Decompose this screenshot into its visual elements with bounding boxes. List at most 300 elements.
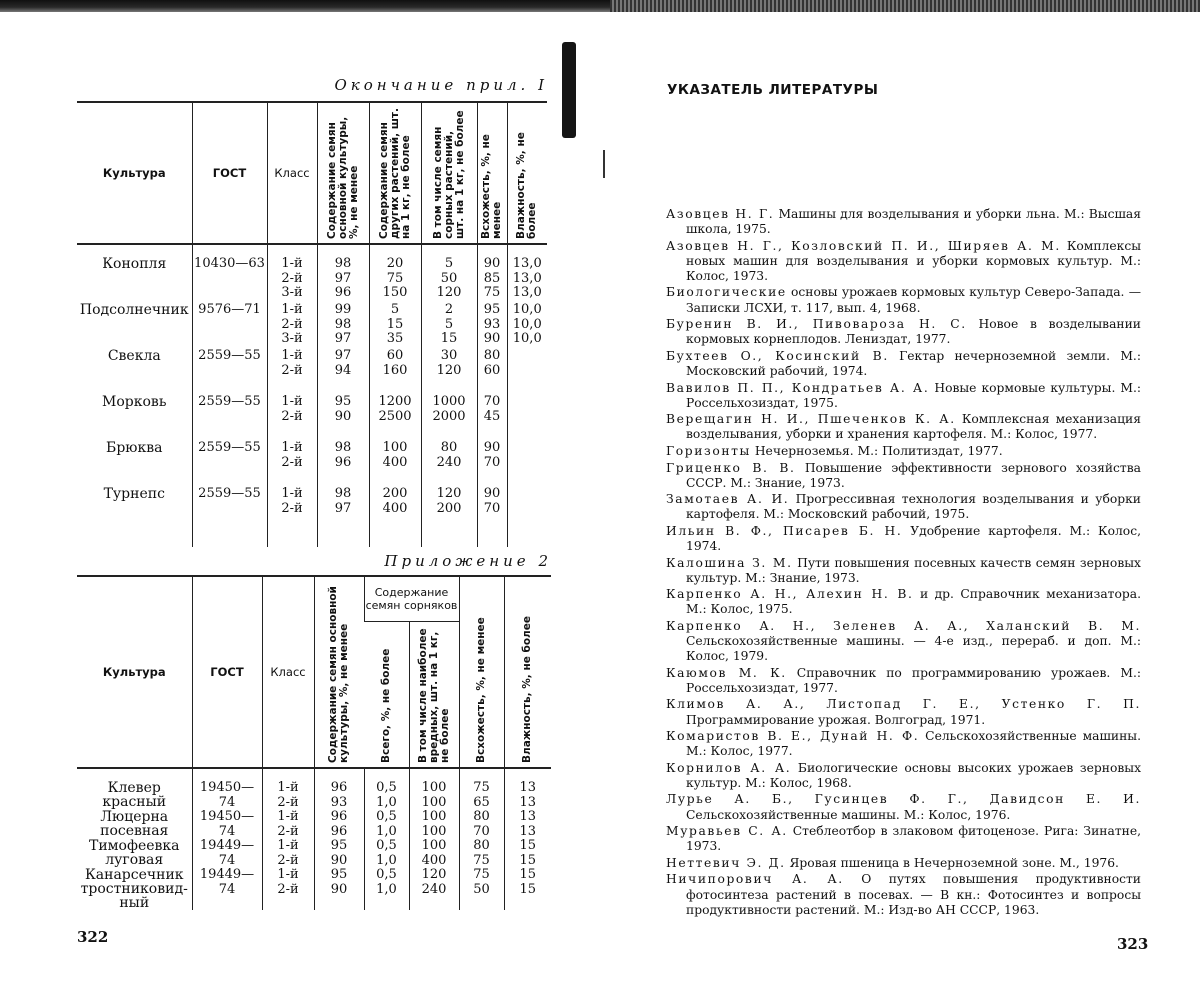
cell-line: 93 <box>478 318 507 333</box>
reference-entry <box>666 666 1141 696</box>
cell-culture <box>77 839 192 868</box>
cell-cls <box>267 395 317 441</box>
table-row <box>77 395 547 441</box>
reference-text: Удобрение картофеля. М.: Колос, 1974. <box>686 524 1141 553</box>
table-row <box>77 303 547 349</box>
reference-entry <box>666 492 1141 522</box>
culture-name: Подсолнечник <box>77 303 192 318</box>
reference-text: Стеблеотбор в злаковом фитоценозе. Рига: Зинатне, 1973. <box>686 824 1141 853</box>
reference-entry <box>666 412 1141 442</box>
col-other-seeds: Содержание семян других растений, шт. на 1 кг, не более <box>378 103 413 243</box>
bibliography-title: УКАЗАТЕЛЬ ЛИТЕРАТУРЫ <box>667 82 878 98</box>
reference-entry <box>666 317 1141 347</box>
cell-germ <box>459 768 504 810</box>
cell-cls <box>267 349 317 395</box>
cell-total <box>364 768 409 810</box>
cell-total <box>364 810 409 839</box>
reference-text: Сельскохозяйственные машины. М.: Колос, 1977. <box>686 729 1141 758</box>
cell-weeds <box>421 441 477 487</box>
reference-author: Корнилов А. А. <box>666 761 791 775</box>
cell-line: 2-й <box>268 272 317 287</box>
cell-line: 1-й <box>268 395 317 410</box>
cell-weeds <box>421 244 477 303</box>
cell-line: 240 <box>422 456 477 471</box>
cell-line: 96 <box>318 456 369 471</box>
cell-moist <box>504 810 551 839</box>
reference-entry <box>666 556 1141 586</box>
table-seed-standards <box>77 101 547 547</box>
cell-harmful <box>409 768 459 810</box>
col-germination: Всхожесть, %, не менее <box>480 103 504 243</box>
cell-culture <box>77 810 192 839</box>
reference-entry <box>666 444 1141 459</box>
cell-line: посевная <box>77 824 192 838</box>
reference-author: Ильин В. Ф., Писарев Б. Н. <box>666 524 902 538</box>
gost-code: 19449—74 <box>193 839 262 868</box>
cell-line <box>508 395 548 410</box>
cell-culture <box>77 868 192 910</box>
cell-line: 97 <box>318 349 369 364</box>
cell-moist <box>504 768 551 810</box>
cell-line: ный <box>77 896 192 910</box>
cell-line: 96 <box>315 781 364 796</box>
reference-entry <box>666 239 1141 284</box>
cell-moist <box>507 349 547 395</box>
col2-main-seed: Содержание семян основной культуры, %, не менее <box>327 579 351 767</box>
cell-moist <box>507 487 547 547</box>
cell-line: 5 <box>422 318 477 333</box>
reference-text: Новое в возделывании кормовых корнеплодов. Лениздат, 1977. <box>686 317 1141 346</box>
table-row <box>77 768 551 810</box>
cell-line: 1,0 <box>365 825 409 840</box>
cell-line: 10,0 <box>508 318 548 333</box>
cell-line: 80 <box>422 441 477 456</box>
cell-line: 120 <box>422 364 477 379</box>
cell-line: 13,0 <box>508 286 548 301</box>
cell-line: 60 <box>478 364 507 379</box>
cell-line: 70 <box>460 825 504 840</box>
cell-moist <box>507 303 547 349</box>
cell-line: 98 <box>318 318 369 333</box>
reference-entry <box>666 381 1141 411</box>
gost-code: 2559—55 <box>193 441 267 456</box>
cell-cls <box>267 244 317 303</box>
cell-line: 80 <box>460 839 504 854</box>
cell-line: 80 <box>478 349 507 364</box>
gost-code: 19450—74 <box>193 810 262 839</box>
cell-line: 400 <box>370 456 421 471</box>
reference-entry <box>666 461 1141 491</box>
col2-class: Класс <box>262 576 314 768</box>
col-moisture: Влажность, %, не более <box>515 103 539 243</box>
cell-cls <box>267 487 317 547</box>
reference-author: Гриценко В. В. <box>666 461 796 475</box>
gost-code: 9576—71 <box>193 303 267 318</box>
cell-cls <box>262 839 314 868</box>
gost-code: 2559—55 <box>193 487 267 502</box>
cell-line: 95 <box>315 839 364 854</box>
cell-line: 97 <box>318 502 369 517</box>
reference-text: Повышение эффективности зернового хозяйства СССР. М.: Знание, 1973. <box>686 461 1141 490</box>
cell-cls <box>262 868 314 910</box>
cell-line: 95 <box>315 868 364 883</box>
reference-text: Прогрессивная технология возделывания и уборки картофеля. М.: Московский рабочий, 1975. <box>686 492 1141 521</box>
cell-line: 15 <box>505 883 552 898</box>
culture-name: Свекла <box>77 349 192 364</box>
cell-line: 13 <box>505 810 552 825</box>
cell-line: Канарсечник <box>77 868 192 882</box>
cell-line: 30 <box>422 349 477 364</box>
cell-line: 100 <box>410 796 459 811</box>
reference-author: Замотаев А. И. <box>666 492 789 506</box>
gost-code: 10430—63 <box>193 257 267 272</box>
reference-text: Машины для возделывания и уборки льна. М.: Высшая школа, 1975. <box>686 207 1141 236</box>
cell-cls <box>267 303 317 349</box>
cell-main <box>317 487 369 547</box>
cell-line: 1200 <box>370 395 421 410</box>
cell-line: 99 <box>318 303 369 318</box>
cell-main <box>317 395 369 441</box>
gost-code: 2559—55 <box>193 349 267 364</box>
reference-author: Азовцев Н. Г., Козловский П. И., Ширяев А. М. <box>666 239 1061 253</box>
cell-line: 150 <box>370 286 421 301</box>
cell-line: 2-й <box>263 796 314 811</box>
reference-entry <box>666 872 1141 917</box>
cell-line: 200 <box>370 487 421 502</box>
left-page <box>0 0 600 991</box>
reference-entry <box>666 697 1141 727</box>
reference-entry <box>666 856 1141 871</box>
reference-author: Биологические <box>666 285 787 299</box>
col2-gost: ГОСТ <box>192 576 262 768</box>
cell-main <box>317 303 369 349</box>
cell-weeds <box>421 303 477 349</box>
cell-line: 10,0 <box>508 332 548 347</box>
cell-germ <box>477 487 507 547</box>
cell-line: 35 <box>370 332 421 347</box>
cell-line: 0,5 <box>365 781 409 796</box>
culture-name: Морковь <box>77 395 192 410</box>
cell-main <box>317 349 369 395</box>
table-grass-seed-standards <box>77 575 551 910</box>
reference-entry <box>666 619 1141 664</box>
cell-line: 100 <box>410 839 459 854</box>
reference-author: Неттевич Э. Д. <box>666 856 786 870</box>
reference-author: Каюмов М. К. <box>666 666 787 680</box>
page-number-left: 322 <box>77 928 108 946</box>
cell-line: 120 <box>422 487 477 502</box>
cell-line <box>508 456 548 471</box>
cell-main <box>317 244 369 303</box>
reference-author: Калошина З. М. <box>666 556 793 570</box>
cell-line: 1-й <box>268 303 317 318</box>
col2-weed-total: Всего, %, не более <box>380 624 393 767</box>
cell-line: 15 <box>505 854 552 869</box>
cell-line: 60 <box>370 349 421 364</box>
cell-line: 5 <box>370 303 421 318</box>
cell-harmful <box>409 868 459 910</box>
cell-gost <box>192 487 267 547</box>
cell-line: 100 <box>410 825 459 840</box>
col-class: Класс <box>267 102 317 244</box>
cell-line: 100 <box>410 810 459 825</box>
reference-entry <box>666 349 1141 379</box>
cell-weeds <box>421 349 477 395</box>
cell-line: 1-й <box>268 257 317 272</box>
cell-line: 90 <box>315 883 364 898</box>
reference-entry <box>666 792 1141 822</box>
cell-line <box>508 487 548 502</box>
cell-germ <box>459 839 504 868</box>
cell-line: 95 <box>318 395 369 410</box>
cell-line: Тимофеевка <box>77 839 192 853</box>
cell-line <box>508 364 548 379</box>
cell-line: 98 <box>318 487 369 502</box>
col-main-seed: Содержание семян основной культуры, %, не менее <box>326 103 361 243</box>
cell-moist <box>504 868 551 910</box>
cell-culture <box>77 441 192 487</box>
reference-text: Справочник по программированию урожаев. М.: Россельхозиздат, 1977. <box>686 666 1141 695</box>
cell-line: 75 <box>460 781 504 796</box>
cell-main <box>314 768 364 810</box>
cell-cls <box>262 810 314 839</box>
col2-germination: Всхожесть, %, не менее <box>475 579 488 767</box>
cell-line: 96 <box>315 810 364 825</box>
cell-germ <box>459 810 504 839</box>
cell-line: 0,5 <box>365 839 409 854</box>
cell-line: 13 <box>505 781 552 796</box>
reference-author: Верещагин Н. И., Пшеченков К. А. <box>666 412 956 426</box>
cell-other <box>369 303 421 349</box>
cell-line: 2500 <box>370 410 421 425</box>
cell-line: луговая <box>77 853 192 867</box>
cell-line: 2-й <box>263 883 314 898</box>
cell-line <box>508 441 548 456</box>
cell-line: 1-й <box>268 487 317 502</box>
cell-weeds <box>421 395 477 441</box>
cell-line: 2-й <box>268 318 317 333</box>
reference-author: Буренин В. И., Пивовароза Н. С. <box>666 317 967 331</box>
reference-entry <box>666 824 1141 854</box>
cell-line: 160 <box>370 364 421 379</box>
cell-other <box>369 441 421 487</box>
cell-culture <box>77 303 192 349</box>
reference-author: Вавилов П. П., Кондратьев А. А. <box>666 381 929 395</box>
reference-text: Сельскохозяйственные машины. М.: Колос, 1976. <box>686 808 1010 822</box>
culture-name: Турнепс <box>77 487 192 502</box>
cell-line: 1-й <box>263 868 314 883</box>
reference-text: Комплексная механизация возделывания, уборки и хранения картофеля. М.: Колос, 1977. <box>686 412 1141 441</box>
cell-moist <box>507 244 547 303</box>
cell-germ <box>477 244 507 303</box>
culture-name: Брюква <box>77 441 192 456</box>
col2-weed-group: Содержание семян сорняков <box>364 576 459 622</box>
cell-line: 20 <box>370 257 421 272</box>
cell-line: 2000 <box>422 410 477 425</box>
cell-line: 50 <box>422 272 477 287</box>
cell-germ <box>477 441 507 487</box>
cell-line: 90 <box>478 257 507 272</box>
cell-line: 1,0 <box>365 883 409 898</box>
reference-text: Новые кормовые культуры. М.: Россельхозиздат, 1975. <box>686 381 1141 410</box>
cell-line: 70 <box>478 456 507 471</box>
cell-line <box>508 349 548 364</box>
reference-text: Программирование урожая. Волгоград, 1971. <box>686 713 985 727</box>
cell-total <box>364 868 409 910</box>
reference-list <box>666 207 1141 919</box>
col2-culture: Культура <box>77 576 192 768</box>
cell-line: 70 <box>478 395 507 410</box>
cell-line: 1,0 <box>365 854 409 869</box>
cell-line: 1-й <box>263 781 314 796</box>
cell-culture <box>77 244 192 303</box>
cell-line: 15 <box>505 868 552 883</box>
cell-culture <box>77 768 192 810</box>
cell-gost <box>192 395 267 441</box>
cell-line: 75 <box>460 868 504 883</box>
reference-author: Карпенко А. Н., Алехин Н. В. <box>666 587 914 601</box>
cell-cls <box>262 768 314 810</box>
cell-line: 400 <box>410 854 459 869</box>
cell-moist <box>507 395 547 441</box>
reference-text: Гектар нечерноземной земли. М.: Московский рабочий, 1974. <box>686 349 1141 378</box>
table2-caption: Приложение 2 <box>384 552 552 570</box>
reference-author: Муравьев С. А. <box>666 824 788 838</box>
reference-text: Комплексы новых машин для возделывания и уборки кормовых культур. М.: Колос, 1973. <box>686 239 1141 283</box>
cell-germ <box>477 349 507 395</box>
cell-main <box>314 839 364 868</box>
cell-line: 65 <box>460 796 504 811</box>
cell-line: 93 <box>315 796 364 811</box>
cell-line: 90 <box>315 854 364 869</box>
culture-name: Конопля <box>77 257 192 272</box>
reference-text: и др. Справочник механизатора. М.: Колос, 1975. <box>686 587 1141 616</box>
cell-gost <box>192 349 267 395</box>
cell-other <box>369 349 421 395</box>
cell-line: 75 <box>370 272 421 287</box>
cell-line: 100 <box>410 781 459 796</box>
cell-gost <box>192 303 267 349</box>
cell-weeds <box>421 487 477 547</box>
cell-moist <box>504 839 551 868</box>
cell-gost <box>192 244 267 303</box>
cell-line: 3-й <box>268 332 317 347</box>
cell-total <box>364 839 409 868</box>
cell-line: 90 <box>318 410 369 425</box>
cell-germ <box>477 395 507 441</box>
col2-moisture: Влажность, %, не более <box>521 579 534 767</box>
col-weed-seeds: В том числе семян сорных растений, шт. на 1 кг, не более <box>432 103 467 243</box>
reference-author: Лурье А. Б., Гусинцев Ф. Г., Давидсон Е. И. <box>666 792 1141 806</box>
reference-text: Пути повышения посевных качеств семян зерновых культур. М.: Знание, 1973. <box>686 556 1141 585</box>
cell-line: 2-й <box>268 364 317 379</box>
cell-line: 90 <box>478 332 507 347</box>
cell-line: 3-й <box>268 286 317 301</box>
gost-code: 19449—74 <box>193 868 262 897</box>
cell-line: 1000 <box>422 395 477 410</box>
cell-main <box>314 810 364 839</box>
cell-gost <box>192 810 262 839</box>
reference-author: Горизонты <box>666 444 751 458</box>
cell-germ <box>477 303 507 349</box>
cell-line: 100 <box>370 441 421 456</box>
reference-text: Биологические основы высоких урожаев зерновых культур. М.: Колос, 1968. <box>686 761 1141 790</box>
table-row <box>77 349 547 395</box>
cell-line: 15 <box>505 839 552 854</box>
cell-line: Люцерна <box>77 810 192 824</box>
reference-entry <box>666 729 1141 759</box>
cell-line: 13 <box>505 796 552 811</box>
reference-text: Нечерноземья. М.: Политиздат, 1977. <box>751 444 1003 458</box>
cell-gost <box>192 868 262 910</box>
reference-text: О путях повышения продуктивности фотосинтеза растений в посевах. — В кн.: Фотосинтез и вопросы продуктивности растений. М.: Изд-во АН СССР, 1963. <box>686 872 1141 916</box>
reference-author: Комаристов В. Е., Дунай Н. Ф. <box>666 729 919 743</box>
reference-author: Ничипорович А. А. <box>666 872 844 886</box>
reference-author: Бухтеев О., Косинский В. <box>666 349 889 363</box>
cell-line: 2-й <box>268 502 317 517</box>
col2-weed-harmful: В том числе наиболее вредных, шт. на 1 кг, не более <box>417 624 452 767</box>
cell-line: Клевер красный <box>77 781 192 809</box>
reference-text: основы урожаев кормовых культур Северо-Запада. — Записки ЛСХИ, т. 117, вып. 4, 1968. <box>686 285 1141 314</box>
cell-culture <box>77 349 192 395</box>
cell-line: 50 <box>460 883 504 898</box>
table-row <box>77 244 547 303</box>
cell-line: 13 <box>505 825 552 840</box>
margin-mark <box>562 42 576 138</box>
reference-author: Азовцев Н. Г. <box>666 207 774 221</box>
table-row <box>77 839 551 868</box>
col-gost: ГОСТ <box>192 102 267 244</box>
cell-main <box>314 868 364 910</box>
cell-line: 400 <box>370 502 421 517</box>
cell-gost <box>192 768 262 810</box>
cell-line: 90 <box>478 441 507 456</box>
cell-main <box>317 441 369 487</box>
cell-line: 75 <box>478 286 507 301</box>
reference-entry <box>666 207 1141 237</box>
reference-entry <box>666 761 1141 791</box>
cell-line: 5 <box>422 257 477 272</box>
cell-line: 2-й <box>263 854 314 869</box>
cell-line <box>508 502 548 517</box>
gost-code: 2559—55 <box>193 395 267 410</box>
cell-line: 98 <box>318 441 369 456</box>
cell-line: 240 <box>410 883 459 898</box>
cell-line: 1,0 <box>365 796 409 811</box>
cell-germ <box>459 868 504 910</box>
cell-line: 96 <box>315 825 364 840</box>
cell-cls <box>267 441 317 487</box>
table-row <box>77 868 551 910</box>
cell-line: 98 <box>318 257 369 272</box>
cell-harmful <box>409 810 459 839</box>
cell-line: 2 <box>422 303 477 318</box>
page-number-right: 323 <box>1117 935 1148 953</box>
cell-line: 15 <box>370 318 421 333</box>
cell-line: 120 <box>422 286 477 301</box>
cell-line: 85 <box>478 272 507 287</box>
cell-culture <box>77 487 192 547</box>
cell-line: 80 <box>460 810 504 825</box>
reference-entry <box>666 524 1141 554</box>
cell-line: 13,0 <box>508 257 548 272</box>
cell-line: 94 <box>318 364 369 379</box>
cell-line: 0,5 <box>365 810 409 825</box>
cell-line: 75 <box>460 854 504 869</box>
cell-line: тростниковид- <box>77 882 192 896</box>
cell-moist <box>507 441 547 487</box>
cell-line: 95 <box>478 303 507 318</box>
